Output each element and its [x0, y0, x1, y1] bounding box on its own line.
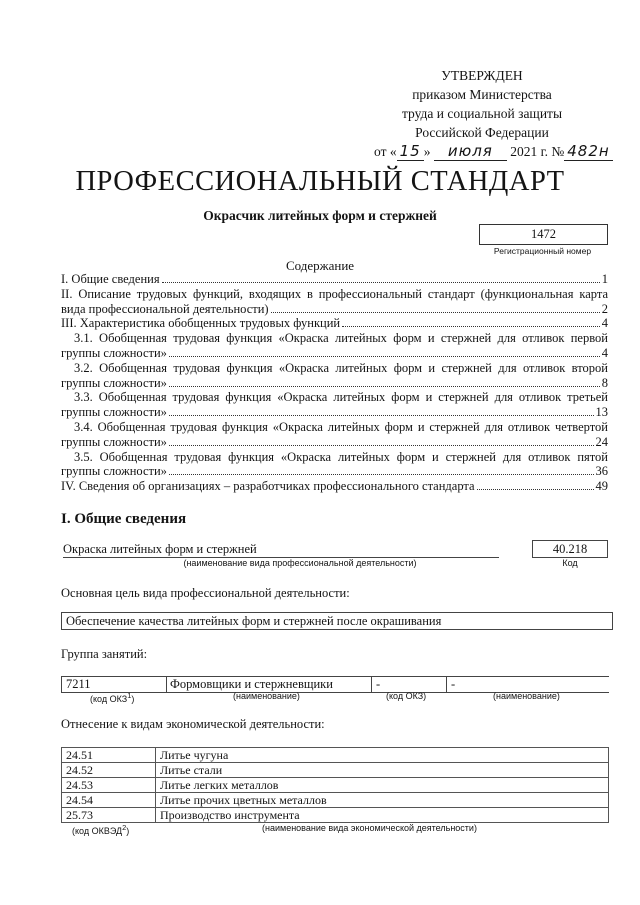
group-code2-label: (код ОКЗ): [386, 691, 427, 701]
approval-line: труда и социальной защиты: [401, 106, 563, 121]
group-label: Группа занятий:: [61, 647, 148, 661]
toc-item-cont[interactable]: группы сложности» 13: [61, 405, 608, 420]
toc-item[interactable]: 3.5. Обобщенная трудовая функция «Окраска литейных форм и стержней для отливок пятой: [74, 449, 608, 464]
section-heading: I. Общие сведения: [61, 511, 187, 527]
approval-date-line: от « 15 » июля 2021 г. № 482н: [372, 142, 592, 161]
toc-item[interactable]: III. Характеристика обобщенных трудовых функций 4: [61, 316, 608, 331]
toc-item-cont[interactable]: группы сложности» 24: [61, 434, 608, 449]
registration-label: Регистрационный номер: [493, 246, 592, 256]
toc-item[interactable]: 3.1. Обобщенная трудовая функция «Окраска литейных форм и стержней для отливок первой: [74, 331, 608, 346]
registration-number: 1472: [479, 224, 608, 245]
approval-title: УТВЕРЖДЕН: [441, 68, 523, 83]
group-name1-label: (наименование): [233, 691, 300, 701]
toc-item[interactable]: II. Описание трудовых функций, входящих в профессиональный стандарт (функциональная карта: [61, 286, 608, 301]
group-code1: 7211: [61, 677, 167, 692]
approval-month: июля: [434, 142, 507, 161]
table-row: 24.54 Литье прочих цветных металлов: [62, 793, 609, 808]
toc-item[interactable]: I. Общие сведения 1: [61, 272, 608, 286]
toc-item-cont[interactable]: группы сложности» 4: [61, 345, 608, 360]
group-code2: -: [371, 677, 447, 692]
goal-label: Основная цель вида профессиональной деятельности:: [61, 586, 350, 600]
approval-block: [372, 66, 610, 161]
group-name1: Формовщики и стержневщики: [170, 677, 333, 691]
group-code1-label: (код ОКЗ$^1$): [90, 691, 135, 704]
table-row: 24.51 Литье чугуна: [62, 748, 609, 763]
toc-item-cont[interactable]: группы сложности» 8: [61, 375, 608, 390]
document-subtitle: Окрасчик литейных форм и стержней: [203, 208, 437, 223]
activity-name-label: (наименование вида профессиональной деятельности): [183, 558, 417, 568]
toc-item[interactable]: 3.2. Обобщенная трудовая функция «Окраска литейных форм и стержней для отливок второй: [74, 360, 608, 375]
econ-name-label: (наименование вида экономической деятельности): [262, 823, 477, 833]
econ-activities-table: [61, 747, 609, 823]
toc-item-cont[interactable]: группы сложности» 36: [61, 464, 608, 479]
group-name2-label: (наименование): [493, 691, 560, 701]
goal-field: Обеспечение качества литейных форм и стержней после окрашивания: [61, 612, 613, 630]
econ-code-label: (код ОКВЭД$^2$): [72, 823, 130, 836]
toc-item-cont[interactable]: вида профессиональной деятельности) 2: [61, 301, 608, 316]
activity-name-field: Окраска литейных форм и стержней: [63, 542, 499, 558]
activity-code-field: 40.218: [532, 540, 608, 558]
table-of-contents: [61, 272, 608, 494]
table-row: 25.73 Производство инструмента: [62, 808, 609, 823]
group-name2: -: [451, 677, 456, 691]
document-title: ПРОФЕССИОНАЛЬНЫЙ СТАНДАРТ: [75, 166, 565, 197]
activity-code-label: Код: [562, 558, 578, 568]
toc-item[interactable]: IV. Сведения об организациях – разработчиках профессионального стандарта 49: [61, 479, 608, 494]
approval-day: 15: [397, 142, 424, 161]
toc-heading: Содержание: [285, 258, 355, 273]
approval-number: 482н: [564, 142, 612, 161]
toc-item[interactable]: 3.4. Обобщенная трудовая функция «Окраска литейных форм и стержней для отливок четвертой: [74, 419, 608, 434]
table-row: 24.53 Литье легких металлов: [62, 778, 609, 793]
econ-label: Отнесение к видам экономической деятельности:: [61, 717, 325, 731]
approval-line: Российской Федерации: [415, 125, 549, 140]
approval-line: приказом Министерства: [412, 87, 552, 102]
toc-item[interactable]: 3.3. Обобщенная трудовая функция «Окраска литейных форм и стержней для отливок третьей: [74, 390, 608, 405]
table-row: 24.52 Литье стали: [62, 763, 609, 778]
